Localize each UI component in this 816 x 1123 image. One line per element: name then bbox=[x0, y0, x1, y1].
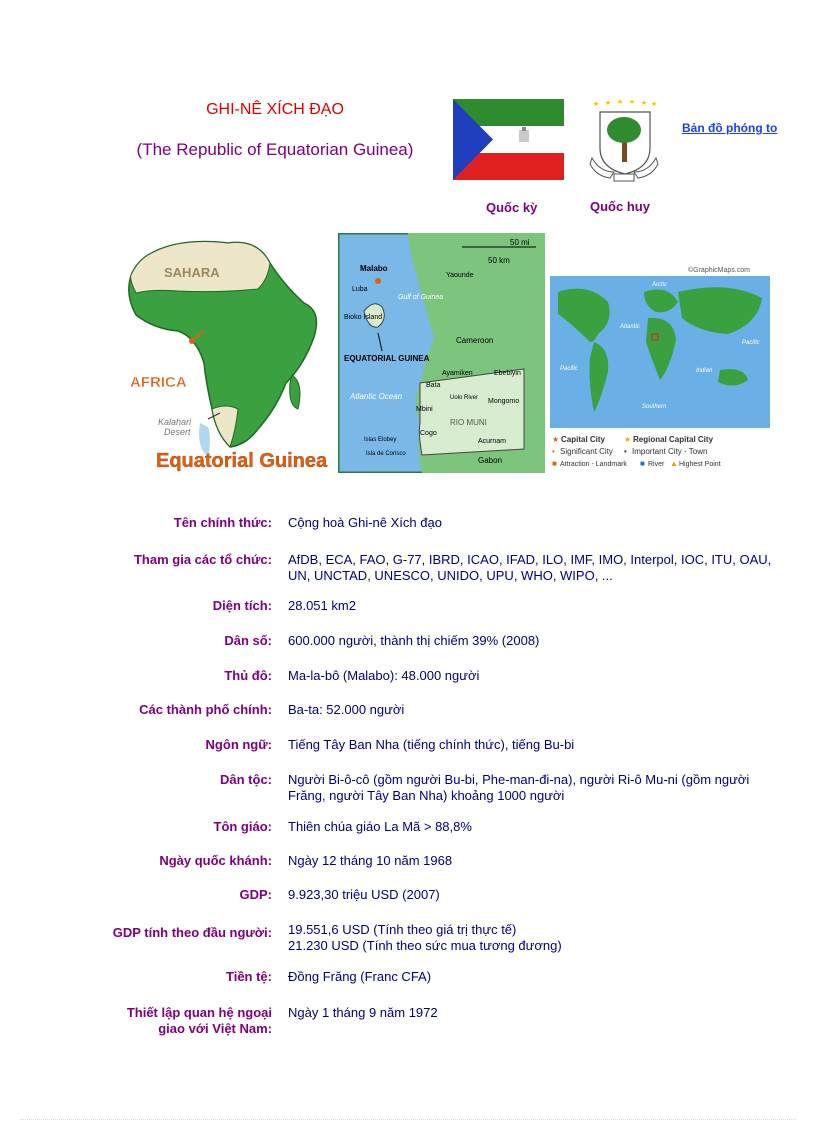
africa-sahara-label: SAHARA bbox=[164, 265, 220, 280]
fact-value: 600.000 người, thành thị chiếm 39% (2008) bbox=[288, 633, 540, 648]
fact-value: Thiên chúa giáo La Mã > 88,8% bbox=[288, 819, 472, 834]
fact-value: AfDB, ECA, FAO, G-77, IBRD, ICAO, IFAD, ILO, IMF, IMO, Interpol, IOC, ITU, OAU, UN, UNCTAD, UNESCO, UNIDO, UPU, WHO, WIPO, ... bbox=[288, 552, 772, 583]
fact-value: 19.551,6 USD (Tính theo giá trị thực tế) bbox=[288, 922, 517, 937]
detail-bata: Bata bbox=[426, 382, 441, 389]
fact-value: Cộng hoà Ghi-nê Xích đạo bbox=[288, 515, 442, 530]
world-pacific-right: Pacific bbox=[742, 340, 760, 346]
detail-gabon: Gabon bbox=[478, 456, 503, 465]
fact-label: GDP tính theo đầu người: bbox=[112, 925, 272, 940]
world-map-image bbox=[548, 262, 773, 472]
africa-map-image bbox=[108, 233, 336, 473]
world-indian: Indian bbox=[696, 368, 713, 374]
fact-label: Tôn giáo: bbox=[213, 819, 272, 834]
page-subtitle: (The Republic of Equatorian Guinea) bbox=[136, 140, 414, 159]
africa-country-label: Equatorial Guinea bbox=[156, 450, 328, 472]
fact-value: Ba-ta: 52.000 người bbox=[288, 702, 405, 717]
world-southern: Southern bbox=[642, 404, 667, 410]
legend-regional: Regional Capital City bbox=[633, 435, 714, 444]
legend-star-capital: ★ bbox=[552, 435, 560, 444]
africa-continent-label: AFRICA bbox=[130, 374, 187, 391]
fact-value: 9.923,30 triệu USD (2007) bbox=[288, 887, 440, 902]
fact-label: Dân tộc: bbox=[220, 772, 272, 787]
legend-tri-highest: ▲ bbox=[670, 459, 678, 468]
fact-label: Thủ đô: bbox=[224, 668, 272, 683]
coat-of-arms-image bbox=[588, 98, 660, 184]
detail-scale-mi: 50 mi bbox=[510, 238, 530, 247]
detail-ebebiyin: Ebebiyin bbox=[494, 370, 521, 377]
fact-value: Ma-la-bô (Malabo): 48.000 người bbox=[288, 668, 480, 683]
world-atlantic: Atlantic bbox=[620, 324, 640, 330]
fact-label: Dân số: bbox=[224, 633, 272, 648]
detail-cameroon: Cameroon bbox=[456, 336, 494, 345]
detail-gulf: Gulf of Guinea bbox=[398, 294, 444, 301]
africa-kalahari-label bbox=[158, 417, 192, 437]
fact-label: Thiết lập quan hệ ngoại bbox=[126, 1005, 272, 1020]
fact-value: Tiếng Tây Ban Nha (tiếng chính thức), tiếng Bu-bi bbox=[288, 737, 575, 752]
legend-sq-river: ■ bbox=[640, 459, 645, 468]
detail-luba: Luba bbox=[352, 286, 368, 293]
fact-value: Ngày 12 tháng 10 năm 1968 bbox=[288, 853, 453, 868]
fact-value: Đồng Frăng (Franc CFA) bbox=[288, 969, 432, 984]
legend-highest: Highest Point bbox=[679, 461, 721, 468]
fact-label: GDP: bbox=[239, 887, 272, 902]
fact-label: Diện tích: bbox=[212, 598, 272, 613]
legend-significant: Significant City bbox=[560, 447, 613, 456]
legend-attraction: Attraction - Landmark bbox=[560, 461, 627, 468]
fact-label-line2: giao với Việt Nam: bbox=[158, 1021, 272, 1036]
world-pacific-left: Pacific bbox=[560, 366, 578, 372]
legend-river: River bbox=[648, 461, 665, 468]
legend-important: Important City - Town bbox=[632, 447, 708, 456]
emblem-caption: Quốc huy bbox=[590, 199, 650, 214]
detail-bioko: Bioko Island bbox=[344, 314, 383, 321]
fact-value: Người Bi-ô-cô (gồm người Bu-bi, Phe-man-đi-na), người Ri-ô Mu-ni (gồm người Frăng, người Tây Ban Nha) khoảng 1000 người bbox=[288, 772, 750, 803]
kalahari-line-2: Desert bbox=[164, 427, 191, 437]
detail-mbini: Mbini bbox=[416, 406, 433, 413]
detail-elobey: Islas Elobey bbox=[364, 437, 397, 443]
detail-corisco: Isla de Corisco bbox=[366, 451, 406, 457]
legend-dot-significant: • bbox=[552, 447, 555, 456]
detail-acurnam: Acurnam bbox=[478, 438, 507, 445]
detail-cogo: Cogo bbox=[420, 430, 437, 437]
fact-label: Tham gia các tổ chức: bbox=[133, 552, 272, 567]
detail-ayamiken: Ayamiken bbox=[442, 370, 473, 377]
fact-label: Ngày quốc khánh: bbox=[159, 853, 272, 868]
national-flag-image bbox=[453, 99, 564, 180]
legend-star-regional: ★ bbox=[624, 435, 632, 444]
world-credit: ©GraphicMaps.com bbox=[688, 267, 750, 274]
flag-caption: Quốc kỳ bbox=[486, 200, 538, 215]
fact-value: 28.051 km2 bbox=[288, 598, 356, 613]
kalahari-line: Kalahari bbox=[158, 417, 192, 427]
detail-eq-guinea: EQUATORIAL GUINEA bbox=[344, 354, 430, 363]
enlarge-map-link[interactable]: Bản đồ phóng to bbox=[682, 121, 778, 135]
world-arctic: Arctic bbox=[652, 282, 667, 288]
detail-scale-km: 50 km bbox=[488, 256, 510, 265]
fact-value: Ngày 1 tháng 9 năm 1972 bbox=[288, 1005, 438, 1020]
detail-yaounde: Yaounde bbox=[446, 272, 474, 279]
detail-mongomo: Mongomo bbox=[488, 398, 520, 405]
detail-atlantic: Atlantic Ocean bbox=[350, 392, 403, 401]
legend-sq-attraction: ■ bbox=[552, 459, 557, 468]
fact-label: Tiền tệ: bbox=[226, 969, 272, 984]
legend-dot-important: • bbox=[624, 447, 627, 456]
equatorial-guinea-detail-map bbox=[338, 233, 545, 473]
fact-label: Các thành phố chính: bbox=[139, 702, 272, 717]
detail-riomuni: RIO MUNI bbox=[450, 418, 487, 427]
legend-capital: Capital City bbox=[561, 435, 606, 444]
fact-label: Tên chính thức: bbox=[173, 515, 272, 530]
page-divider bbox=[20, 1119, 796, 1120]
fact-value-secondary: 21.230 USD (Tính theo sức mua tương đương) bbox=[288, 938, 562, 953]
detail-malabo: Malabo bbox=[360, 264, 388, 273]
detail-uolo: Uolo River bbox=[450, 395, 479, 401]
fact-label: Ngôn ngữ: bbox=[205, 737, 272, 752]
page-title: GHI-NÊ XÍCH ĐẠO bbox=[206, 101, 344, 118]
